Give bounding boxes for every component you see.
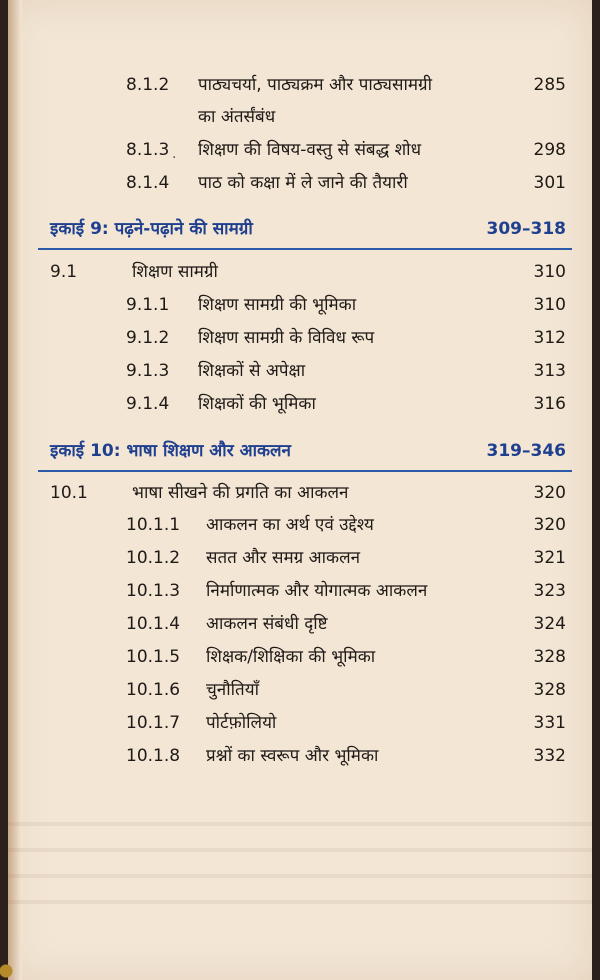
- entry-number: 10.1.5: [126, 647, 181, 667]
- unit-page-range: 319–346: [486, 441, 566, 461]
- unit-title: इकाई 10: भाषा शिक्षण और आकलन: [50, 441, 291, 461]
- entry-number: 8.1.3: [126, 140, 170, 160]
- entry-number: 10.1.2: [126, 548, 181, 568]
- entry-title: पाठ को कक्षा में ले जाने की तैयारी: [198, 173, 408, 193]
- entry-number: 9.1.4: [126, 394, 170, 414]
- toc-entry: [8, 288, 592, 322]
- entry-number: 9.1.1: [126, 295, 170, 315]
- entry-title: शिक्षण सामग्री की भूमिका: [198, 295, 357, 315]
- entry-number: 10.1.6: [126, 680, 181, 700]
- book-page: [8, 0, 592, 980]
- entry-title: शिक्षण की विषय-वस्तु से संबद्ध शोध: [198, 140, 422, 160]
- entry-page: 321: [533, 548, 566, 568]
- entry-page: 301: [533, 173, 566, 193]
- entry-number: 10.1.1: [126, 515, 181, 535]
- entry-page: 324: [533, 614, 566, 634]
- entry-number: 10.1: [50, 483, 88, 503]
- toc-entry: [8, 68, 592, 102]
- entry-title: शिक्षण सामग्री: [132, 262, 218, 282]
- toc-entry: [8, 166, 592, 200]
- entry-page: 310: [533, 262, 566, 282]
- unit-divider: [38, 248, 572, 250]
- toc-entry: [8, 354, 592, 388]
- entry-page: 298: [533, 140, 566, 160]
- entry-title: भाषा सीखने की प्रगति का आकलन: [132, 483, 349, 503]
- entry-title: सतत और समग्र आकलन: [206, 548, 361, 568]
- toc-entry: [8, 321, 592, 355]
- toc-entry: [8, 133, 592, 167]
- entry-number: 9.1.2: [126, 328, 170, 348]
- toc-entry: [8, 255, 592, 289]
- entry-number: 9.1.3: [126, 361, 170, 381]
- entry-page: 313: [533, 361, 566, 381]
- entry-page: 310: [533, 295, 566, 315]
- entry-title: निर्माणात्मक और योगात्मक आकलन: [206, 581, 428, 601]
- entry-page: 328: [533, 647, 566, 667]
- entry-number: 10.1.3: [126, 581, 181, 601]
- toc-entry: [8, 508, 592, 542]
- entry-page: 328: [533, 680, 566, 700]
- entry-page: 312: [533, 328, 566, 348]
- toc-entry: [8, 673, 592, 707]
- entry-title: शिक्षक/शिक्षिका की भूमिका: [206, 647, 376, 667]
- entry-page: 320: [533, 483, 566, 503]
- entry-page: 316: [533, 394, 566, 414]
- entry-title: प्रश्नों का स्वरूप और भूमिका: [206, 746, 379, 766]
- entry-number: 10.1.8: [126, 746, 181, 766]
- toc-entry: [8, 541, 592, 575]
- entry-number: 10.1.7: [126, 713, 181, 733]
- unit-title: इकाई 9: पढ़ने-पढ़ाने की सामग्री: [50, 219, 253, 239]
- toc-entry: [8, 574, 592, 608]
- toc-entry: [8, 739, 592, 773]
- entry-number: 8.1.2: [126, 75, 170, 95]
- entry-title: आकलन का अर्थ एवं उद्देश्य: [206, 515, 374, 535]
- entry-title: शिक्षकों की भूमिका: [198, 394, 316, 414]
- entry-title: शिक्षकों से अपेक्षा: [198, 361, 306, 381]
- entry-number: 9.1: [50, 262, 78, 282]
- toc-entry: [8, 387, 592, 421]
- entry-page: 331: [533, 713, 566, 733]
- entry-page: 332: [533, 746, 566, 766]
- bleed-through-texture: [8, 800, 592, 920]
- entry-page: 285: [533, 75, 566, 95]
- corner-ornament: [0, 950, 20, 980]
- entry-title: शिक्षण सामग्री के विविध रूप: [198, 328, 375, 348]
- dash-mark: .: [172, 146, 177, 162]
- unit-heading: [8, 432, 592, 470]
- toc-entry: [8, 607, 592, 641]
- entry-title: पाठ्यचर्या, पाठ्यक्रम और पाठ्यसामग्री: [198, 75, 433, 95]
- toc-entry: [8, 476, 592, 510]
- entry-page: 323: [533, 581, 566, 601]
- entry-number: 8.1.4: [126, 173, 170, 193]
- unit-divider: [38, 470, 572, 472]
- toc-entry: [8, 640, 592, 674]
- entry-title: आकलन संबंधी दृष्टि: [206, 614, 328, 634]
- entry-title: चुनौतियाँ: [206, 680, 259, 700]
- toc-entry-continuation: [8, 100, 592, 134]
- toc-entry: [8, 706, 592, 740]
- entry-number: 10.1.4: [126, 614, 181, 634]
- entry-page: 320: [533, 515, 566, 535]
- entry-title: का अंतर्संबंध: [198, 107, 276, 127]
- unit-heading: [8, 210, 592, 248]
- entry-title: पोर्टफ़ोलियो: [206, 713, 277, 733]
- unit-page-range: 309–318: [486, 219, 566, 239]
